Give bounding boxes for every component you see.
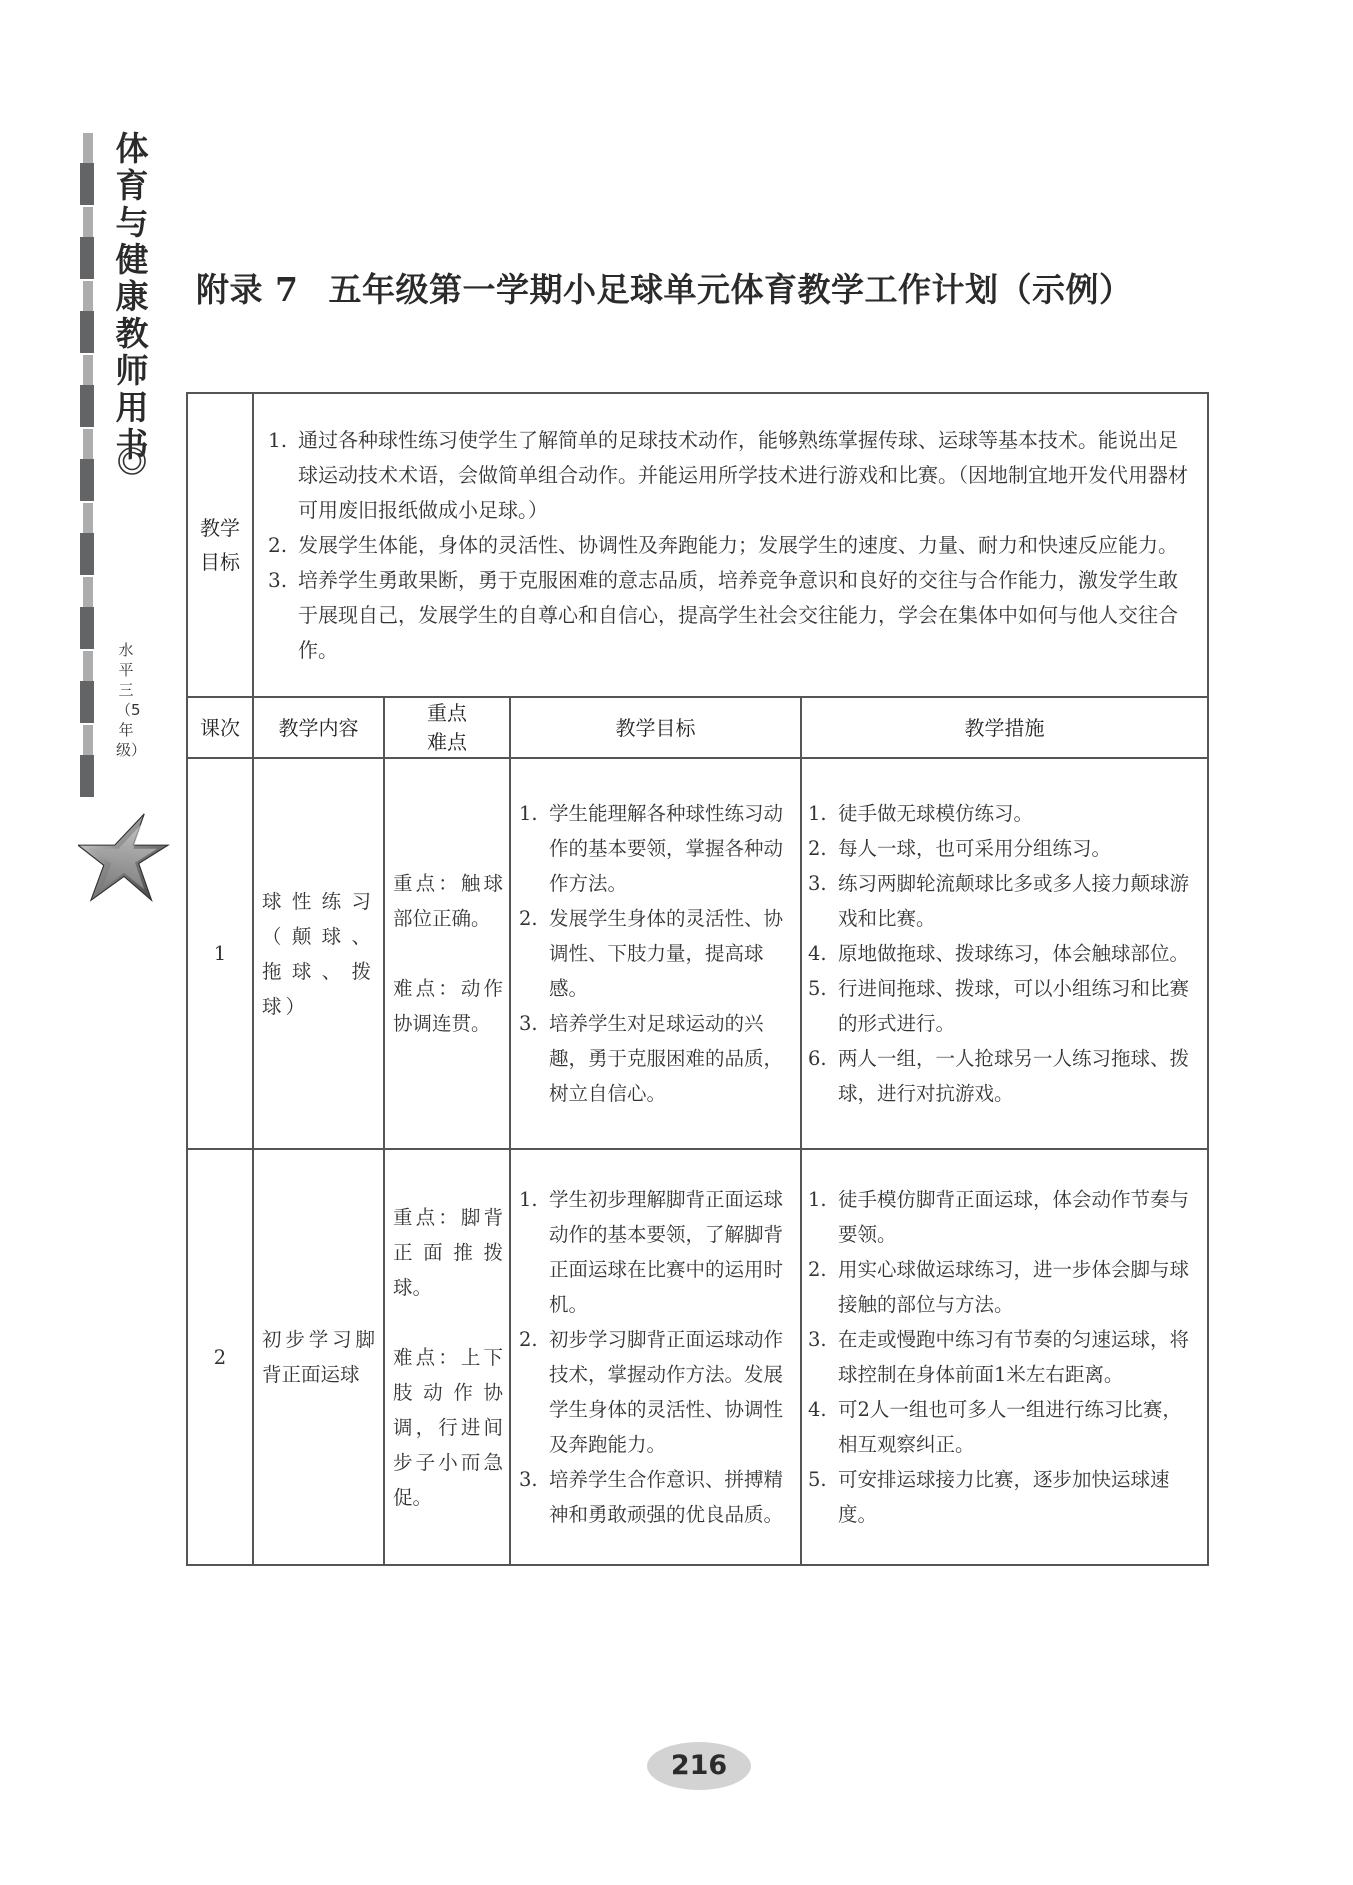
objectives-label-line2: 目标	[200, 550, 240, 574]
item-number: 4.	[808, 1398, 827, 1421]
list-item	[268, 563, 1197, 668]
strip-segment-light	[83, 207, 93, 237]
list-item	[519, 1006, 794, 1111]
objectives-label	[187, 393, 253, 697]
list-item	[808, 971, 1201, 1041]
header-content: 教学内容	[253, 697, 384, 758]
item-number: 2.	[268, 532, 288, 557]
strip-segment-dark	[80, 533, 94, 575]
item-text: 在走或慢跑中练习有节奏的匀速运球，将球控制在身体前面1米左右距离。	[838, 1328, 1190, 1386]
item-number: 3.	[519, 1468, 538, 1491]
item-text: 徒手模仿脚背正面运球，体会动作节奏与要领。	[838, 1188, 1190, 1246]
objectives-label-line1: 教学	[200, 516, 240, 540]
strip-segment-light	[83, 429, 93, 459]
list-item	[808, 866, 1201, 936]
table-row	[187, 1149, 1208, 1565]
list-item	[808, 1182, 1201, 1252]
strip-segment-light	[83, 355, 93, 385]
strip-segment-dark	[80, 607, 94, 649]
item-number: 5.	[808, 977, 827, 1000]
item-number: 2.	[808, 837, 827, 860]
item-number: 2.	[519, 907, 538, 930]
table-header-row	[187, 697, 1208, 758]
list-item	[808, 1392, 1201, 1462]
list-item	[808, 1041, 1201, 1111]
header-goals: 教学目标	[510, 697, 801, 758]
list-item	[519, 1462, 794, 1532]
item-number: 1.	[519, 802, 538, 825]
item-text: 可2人一组也可多人一组进行练习比赛，相互观察纠正。	[838, 1398, 1182, 1456]
lesson-goals-list	[519, 1182, 794, 1532]
item-text: 练习两脚轮流颠球比多或多人接力颠球游戏和比赛。	[838, 872, 1190, 930]
strip-segment-dark	[80, 459, 94, 501]
item-text: 徒手做无球模仿练习。	[838, 802, 1034, 825]
list-item	[808, 1252, 1201, 1322]
lesson-goals	[510, 1149, 801, 1565]
star-icon	[78, 812, 170, 904]
item-text: 可安排运球接力比赛，逐步加快运球速度。	[838, 1468, 1170, 1526]
lesson-goals	[510, 758, 801, 1149]
objectives-row	[187, 393, 1208, 697]
appendix-number: 附录 7	[196, 270, 299, 309]
header-lesson: 课次	[187, 697, 253, 758]
header-key: 重点	[427, 700, 467, 725]
item-text: 原地做拖球、拨球练习，体会触球部位。	[838, 942, 1190, 965]
objectives-content	[253, 393, 1208, 697]
book-title-vertical: 体育与健康教师用书	[115, 129, 149, 464]
item-text: 两人一组，一人抢球另一人练习拖球、拨球，进行对抗游戏。	[838, 1047, 1190, 1105]
item-number: 6.	[808, 1047, 827, 1070]
lesson-content: 初步学习脚背正面运球	[253, 1149, 384, 1565]
strip-segment-light	[83, 133, 93, 163]
strip-segment-light	[83, 577, 93, 607]
item-number: 5.	[808, 1468, 827, 1491]
item-text: 学生能理解各种球性练习动作的基本要领，掌握各种动作方法。	[549, 802, 784, 895]
sidebar-decorative-strip	[80, 133, 94, 799]
lesson-number: 1	[187, 758, 253, 1149]
strip-segment-dark	[80, 385, 94, 427]
table-row	[187, 758, 1208, 1149]
list-item	[268, 423, 1197, 528]
item-number: 4.	[808, 942, 827, 965]
page-title	[196, 268, 1216, 312]
lesson-number: 2	[187, 1149, 253, 1565]
item-number: 3.	[808, 872, 827, 895]
list-item	[519, 1182, 794, 1322]
lesson-key-difficulty	[384, 1149, 510, 1565]
strip-segment-dark	[80, 755, 94, 797]
lesson-key-point: 重点：脚背正面推拨球。	[393, 1205, 503, 1299]
header-key-difficulty	[384, 697, 510, 758]
title-text: 五年级第一学期小足球单元体育教学工作计划（示例）	[328, 270, 1133, 309]
objectives-list	[268, 423, 1197, 668]
list-item	[808, 1462, 1201, 1532]
strip-segment-light	[83, 651, 93, 681]
item-text: 用实心球做运球练习，进一步体会脚与球接触的部位与方法。	[838, 1258, 1190, 1316]
item-number: 1.	[519, 1188, 538, 1211]
item-number: 2.	[519, 1328, 538, 1351]
item-text: 培养学生对足球运动的兴趣，勇于克服困难的品质，树立自信心。	[549, 1012, 784, 1105]
item-text: 行进间拖球、拨球，可以小组练习和比赛的形式进行。	[838, 977, 1190, 1035]
item-text: 初步学习脚背正面运球动作技术，掌握动作方法。发展学生身体的灵活性、协调性及奔跑能力。	[549, 1328, 784, 1456]
item-text: 发展学生身体的灵活性、协调性、下肢力量，提高球感。	[549, 907, 784, 1000]
item-number: 1.	[808, 1188, 827, 1211]
item-text: 通过各种球性练习使学生了解简单的足球技术动作，能够熟练掌握传球、运球等基本技术。能说出足球运动技术术语，会做简单组合动作。并能运用所学技术进行游戏和比赛。（因地制宜地开发代用器材可用废旧报纸做成小足球。）	[298, 427, 1188, 522]
list-item	[519, 1322, 794, 1462]
list-item	[808, 1322, 1201, 1392]
item-text: 培养学生勇敢果断，勇于克服困难的意志品质，培养竞争意识和良好的交往与合作能力，激发学生敢于展现自己，发展学生的自尊心和自信心，提高学生社会交往能力，学会在集体中如何与他人交往合作。	[298, 567, 1178, 662]
item-text: 每人一球，也可采用分组练习。	[838, 837, 1112, 860]
header-measures: 教学措施	[801, 697, 1208, 758]
list-item	[808, 831, 1201, 866]
lesson-measures-list	[808, 796, 1201, 1111]
strip-segment-dark	[80, 163, 94, 205]
list-item	[808, 936, 1201, 971]
list-item	[268, 528, 1197, 563]
lesson-measures	[801, 1149, 1208, 1565]
strip-segment-dark	[80, 237, 94, 279]
header-difficulty: 难点	[427, 729, 467, 754]
lesson-key-point: 重点：触球部位正确。	[393, 872, 503, 930]
strip-segment-light	[83, 281, 93, 311]
strip-segment-dark	[80, 681, 94, 723]
double-circle-icon	[116, 445, 148, 477]
lesson-goals-list	[519, 796, 794, 1111]
item-number: 1.	[268, 427, 288, 452]
item-number: 1.	[808, 802, 827, 825]
lesson-difficulty: 难点：上下肢动作协调，行进间步子小而急促。	[393, 1345, 503, 1509]
lesson-key-difficulty	[384, 758, 510, 1149]
teaching-plan-table	[186, 392, 1209, 1566]
item-number: 3.	[268, 567, 288, 592]
item-text: 学生初步理解脚背正面运球动作的基本要领，了解脚背正面运球在比赛中的运用时机。	[549, 1188, 784, 1316]
item-text: 培养学生合作意识、拼搏精神和勇敢顽强的优良品质。	[549, 1468, 784, 1526]
list-item	[808, 796, 1201, 831]
lesson-measures-list	[808, 1182, 1201, 1532]
lesson-measures	[801, 758, 1208, 1149]
lesson-content: 球性练习（颠球、拖球、拨球）	[253, 758, 384, 1149]
item-number: 3.	[808, 1328, 827, 1351]
item-number: 3.	[519, 1012, 538, 1035]
item-text: 发展学生体能，身体的灵活性、协调性及奔跑能力；发展学生的速度、力量、耐力和快速反应能力。	[298, 532, 1178, 557]
lesson-difficulty: 难点：动作协调连贯。	[393, 977, 503, 1035]
page-number: 216	[647, 1742, 751, 1790]
grade-level-label: 水平三（5年级）	[116, 641, 147, 759]
list-item	[519, 796, 794, 901]
item-number: 2.	[808, 1258, 827, 1281]
strip-segment-light	[83, 725, 93, 755]
strip-segment-light	[83, 503, 93, 533]
list-item	[519, 901, 794, 1006]
strip-segment-dark	[80, 311, 94, 353]
